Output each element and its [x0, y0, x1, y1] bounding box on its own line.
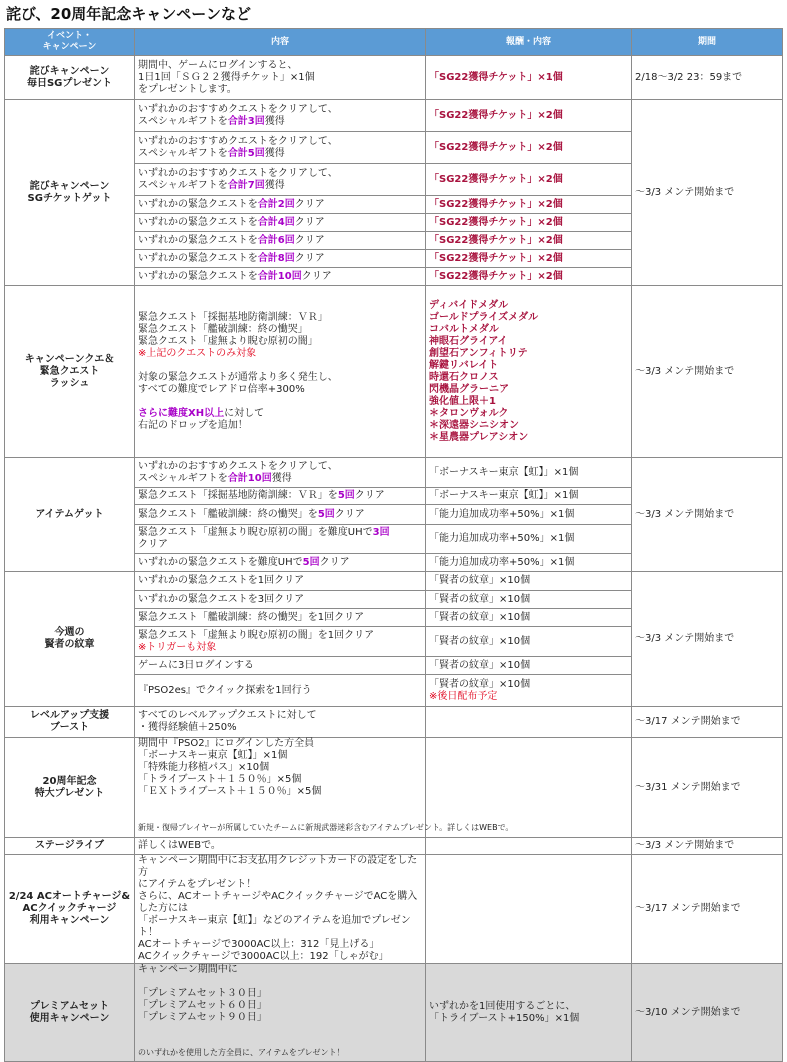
reward-item: ＊深遠器シニシオン	[429, 419, 519, 431]
highlight-count: 合計5回	[227, 147, 265, 159]
content-text: いずれかのおすすめクエストをクリアして、 スペシャルギフトを	[138, 460, 338, 484]
reward-text: 「SG22獲得チケット」×2個	[429, 141, 563, 153]
warning-note: ※トリガーも対象	[138, 641, 217, 653]
table-row	[5, 286, 783, 458]
highlight-count: 合計8回	[257, 252, 295, 264]
reward-cell	[426, 214, 632, 232]
reward-item: 創望石アンフィトリテ	[429, 347, 528, 359]
event-name: レベルアップ支援 ブースト	[5, 707, 135, 738]
reward-cell: 「賢者の紋章」×10個	[426, 657, 632, 675]
content-text: いずれかの緊急クエストを	[138, 216, 258, 228]
content-text: 緊急クエスト「虚無より睨む原初の闇」を難度UHで	[138, 527, 373, 538]
content-text: クリア	[138, 539, 168, 550]
reward-cell	[426, 196, 632, 214]
reward-item: ゴールドプライズメダル	[429, 311, 539, 323]
reward-cell: いずれかを1回使用するごとに、 「トライブースト+150%」×1個	[426, 964, 632, 1062]
reward-cell	[426, 675, 632, 707]
table-row	[5, 56, 783, 100]
content-text: 対象の緊急クエストが通常より多く発生し、 すべての難度でレアドロ倍率+300%	[138, 371, 338, 395]
content-cell: ゲームに3日ログインする	[135, 657, 426, 675]
period-cell: ～3/17 メンテ開始まで	[632, 707, 783, 738]
highlight-count: 5回	[302, 556, 320, 568]
reward-cell: 「賢者の紋章」×10個	[426, 591, 632, 609]
content-text: いずれかのおすすめクエストをクリアして、 スペシャルギフトを	[138, 135, 338, 159]
event-name: キャンペーンクエ＆ 緊急クエスト ラッシュ	[5, 286, 135, 458]
content-cell	[135, 100, 426, 132]
content-text: に対して 右記のドロップを追加！	[138, 407, 265, 431]
event-name: 今週の 賢者の紋章	[5, 572, 135, 707]
content-text: 獲得	[264, 179, 285, 191]
reward-cell: 「賢者の紋章」×10個	[426, 609, 632, 627]
reward-cell	[426, 164, 632, 196]
content-cell: いずれかの緊急クエストを3回クリア	[135, 591, 426, 609]
content-text: 緊急クエスト「採掘基地防衛訓練：ＶＲ」 緊急クエスト「艦破訓練：終の慟哭」 緊急クエスト「虚無より睨む原初の闇」	[138, 311, 328, 347]
content-cell	[135, 525, 426, 554]
reward-cell: 「能力追加成功率+50%」×1個	[426, 505, 632, 525]
period-cell: ～3/3 メンテ開始まで	[632, 100, 783, 286]
content-text: いずれかのおすすめクエストをクリアして、 スペシャルギフトを	[138, 167, 338, 191]
reward-text: 「SG22獲得チケット」×2個	[429, 173, 563, 185]
reward-item: コバルトメダル	[429, 323, 499, 335]
event-name: 詫びキャンペーン 毎日SGプレゼント	[5, 56, 135, 100]
reward-text: 「SG22獲得チケット」×2個	[429, 270, 563, 282]
reward-item: 閃機晶グラーニア	[429, 383, 509, 395]
reward-text: 「賢者の紋章」×10個	[429, 678, 531, 690]
reward-cell	[426, 838, 632, 855]
highlight-count: 合計4回	[257, 216, 295, 228]
content-text: クリア	[334, 508, 365, 520]
reward-text: 「SG22獲得チケット」×2個	[429, 234, 563, 246]
content-text: 獲得	[264, 147, 285, 159]
table-row	[5, 838, 783, 855]
table-row	[5, 964, 783, 1062]
footnote: 新規・復帰プレイヤーが所属していたチームに新規武器迷彩含むアイテムプレゼント。詳しくはWEBで。	[138, 823, 514, 832]
header-reward: 報酬・内容	[426, 29, 632, 56]
period-cell: ～3/3 メンテ開始まで	[632, 286, 783, 458]
warning-note: ※上記のクエストのみ対象	[138, 347, 257, 359]
content-cell	[135, 488, 426, 505]
content-cell: 緊急クエスト「艦破訓練：終の慟哭」を1回クリア	[135, 609, 426, 627]
highlight-count: 合計10回	[257, 270, 302, 282]
campaign-table	[4, 28, 783, 1062]
highlight-text: さらに難度XH以上	[138, 407, 225, 419]
header-row	[5, 29, 783, 56]
content-text: クリア	[294, 216, 325, 228]
content-text: クリア	[294, 252, 325, 264]
footnote: のいずれかを使用した方全員に、アイテムをプレゼント！	[138, 1048, 345, 1057]
content-cell	[135, 554, 426, 572]
event-name: ステージライブ	[5, 838, 135, 855]
content-text: いずれかの緊急クエストを	[138, 198, 258, 210]
event-name: 20周年記念 特大プレゼント	[5, 738, 135, 838]
table-row	[5, 100, 783, 132]
content-text: クリア	[319, 556, 350, 568]
reward-text: 「SG22獲得チケット」×2個	[429, 216, 563, 228]
highlight-count: 5回	[317, 508, 335, 520]
period-cell: ～3/10 メンテ開始まで	[632, 964, 783, 1062]
event-name: 2/24 ACオートチャージ& ACクイックチャージ 利用キャンペーン	[5, 855, 135, 964]
reward-cell	[426, 707, 632, 738]
warning-note: ※後日配布予定	[429, 690, 498, 702]
table-row	[5, 458, 783, 488]
content-cell: キャンペーン期間中にお支払用クレジットカードの設定をした方 にアイテムをプレゼント！ さらに、ACオートチャージやACクイックチャージでACを購入した方には 「ボーナスキー東京【虹】」などのアイテムを追加でプレゼント！ ACオートチャージで3000AC以上：312「見上げる」 ACクイックチャージで3000AC以上：192「しゃがむ」	[135, 855, 426, 964]
reward-cell: 「能力追加成功率+50%」×1個	[426, 554, 632, 572]
highlight-count: 合計2回	[257, 198, 295, 210]
reward-text: 「SG22獲得チケット」×2個	[429, 109, 563, 121]
content-cell: 期間中、ゲームにログインすると、 1日1回「ＳＧ２２獲得チケット」×1個 をプレゼントします。	[135, 56, 426, 100]
highlight-count: 合計10回	[227, 472, 272, 484]
reward-cell	[426, 855, 632, 964]
content-text: クリア	[294, 198, 325, 210]
content-cell	[135, 964, 426, 1062]
reward-cell	[426, 250, 632, 268]
reward-text: 「SG22獲得チケット」×2個	[429, 198, 563, 210]
highlight-count: 5回	[337, 490, 355, 501]
content-text: いずれかのおすすめクエストをクリアして、 スペシャルギフトを	[138, 103, 338, 127]
header-event: イベント・ キャンペーン	[5, 29, 135, 56]
event-name: アイテムゲット	[5, 458, 135, 572]
event-name: 詫びキャンペーン SGチケットゲット	[5, 100, 135, 286]
period-cell: 2/18～3/2 23：59まで	[632, 56, 783, 100]
reward-item: 解鍵リバレイト	[429, 359, 499, 371]
reward-item: 神眼石グライアイ	[429, 335, 508, 347]
content-text: 緊急クエスト「虚無より睨む原初の闇」を1回クリア	[138, 629, 375, 641]
content-text: 緊急クエスト「艦破訓練：終の慟哭」を	[138, 508, 318, 520]
reward-cell: 「賢者の紋章」×10個	[426, 572, 632, 591]
reward-cell: 「能力追加成功率+50%」×1個	[426, 525, 632, 554]
content-text: クリア	[294, 234, 325, 246]
content-text: いずれかの緊急クエストを	[138, 234, 258, 246]
content-text: 期間中『PSO2』にログインした方全員 「ボーナスキー東京【虹】」×1個 「特殊能力移植パス」×10個 「トライブースト＋１５０％」×5個 「ＥＸトライブースト＋１５０％」×5個	[138, 738, 322, 797]
content-text: 獲得	[271, 472, 292, 484]
content-cell	[135, 627, 426, 657]
event-name: プレミアムセット 使用キャンペーン	[5, 964, 135, 1062]
highlight-count: 合計3回	[227, 115, 265, 127]
period-cell: ～3/3 メンテ開始まで	[632, 572, 783, 707]
reward-cell	[426, 232, 632, 250]
period-cell: ～3/3 メンテ開始まで	[632, 838, 783, 855]
content-text: いずれかの緊急クエストを	[138, 252, 258, 264]
table-row	[5, 572, 783, 591]
content-cell: 詳しくはWEBで。	[135, 838, 426, 855]
table-row	[5, 855, 783, 964]
content-cell: 『PSO2es』でクイック探索を1回行う	[135, 675, 426, 707]
reward-text: 「SG22獲得チケット」×2個	[429, 252, 563, 264]
reward-cell	[426, 56, 632, 100]
reward-cell: 「ボーナスキー東京【虹】」×1個	[426, 488, 632, 505]
reward-item: 強化値上限＋1	[429, 395, 496, 407]
content-text: クリア	[301, 270, 332, 282]
reward-cell: 「ボーナスキー東京【虹】」×1個	[426, 458, 632, 488]
content-text: 緊急クエスト「採掘基地防衛訓練：ＶＲ」を	[138, 490, 338, 501]
content-cell	[135, 214, 426, 232]
period-cell: ～3/3 メンテ開始まで	[632, 458, 783, 572]
page-title: 詫び、20周年記念キャンペーンなど	[6, 5, 251, 23]
content-cell	[135, 232, 426, 250]
table-row	[5, 707, 783, 738]
content-cell	[135, 164, 426, 196]
highlight-count: 合計7回	[227, 179, 265, 191]
reward-list	[426, 286, 632, 458]
highlight-count: 3回	[372, 527, 390, 538]
reward-text: 「SG22獲得チケット」×1個	[429, 71, 563, 83]
content-cell	[135, 132, 426, 164]
content-cell	[135, 196, 426, 214]
content-cell	[135, 286, 426, 458]
content-cell: いずれかの緊急クエストを1回クリア	[135, 572, 426, 591]
period-cell: ～3/31 メンテ開始まで	[632, 738, 783, 838]
reward-cell: 「賢者の紋章」×10個	[426, 627, 632, 657]
content-cell	[135, 250, 426, 268]
content-text: いずれかの緊急クエストを	[138, 270, 258, 282]
content-text: キャンペーン期間中に 「プレミアムセット３０日」 「プレミアムセット６０日」 「プレミアムセット９０日」	[138, 964, 267, 1023]
content-text: 獲得	[264, 115, 285, 127]
reward-item: ＊星農器プレアシオン	[429, 431, 529, 443]
content-cell	[135, 458, 426, 488]
reward-cell	[426, 100, 632, 132]
reward-item: 時還石クロノス	[429, 371, 499, 383]
reward-item: ディバイドメダル	[429, 299, 509, 311]
highlight-count: 合計6回	[257, 234, 295, 246]
period-cell: ～3/17 メンテ開始まで	[632, 855, 783, 964]
content-cell	[135, 505, 426, 525]
content-text: いずれかの緊急クエストを難度UHで	[138, 556, 303, 568]
table-row	[5, 738, 783, 838]
content-text: クリア	[354, 490, 385, 501]
content-cell	[135, 268, 426, 286]
content-cell	[135, 738, 514, 838]
reward-cell	[426, 132, 632, 164]
reward-item: ＊タロンヴォルク	[429, 407, 509, 419]
header-period: 期間	[632, 29, 783, 56]
reward-cell	[426, 268, 632, 286]
content-cell: すべてのレベルアップクエストに対して ・獲得経験値＋250%	[135, 707, 426, 738]
header-content: 内容	[135, 29, 426, 56]
